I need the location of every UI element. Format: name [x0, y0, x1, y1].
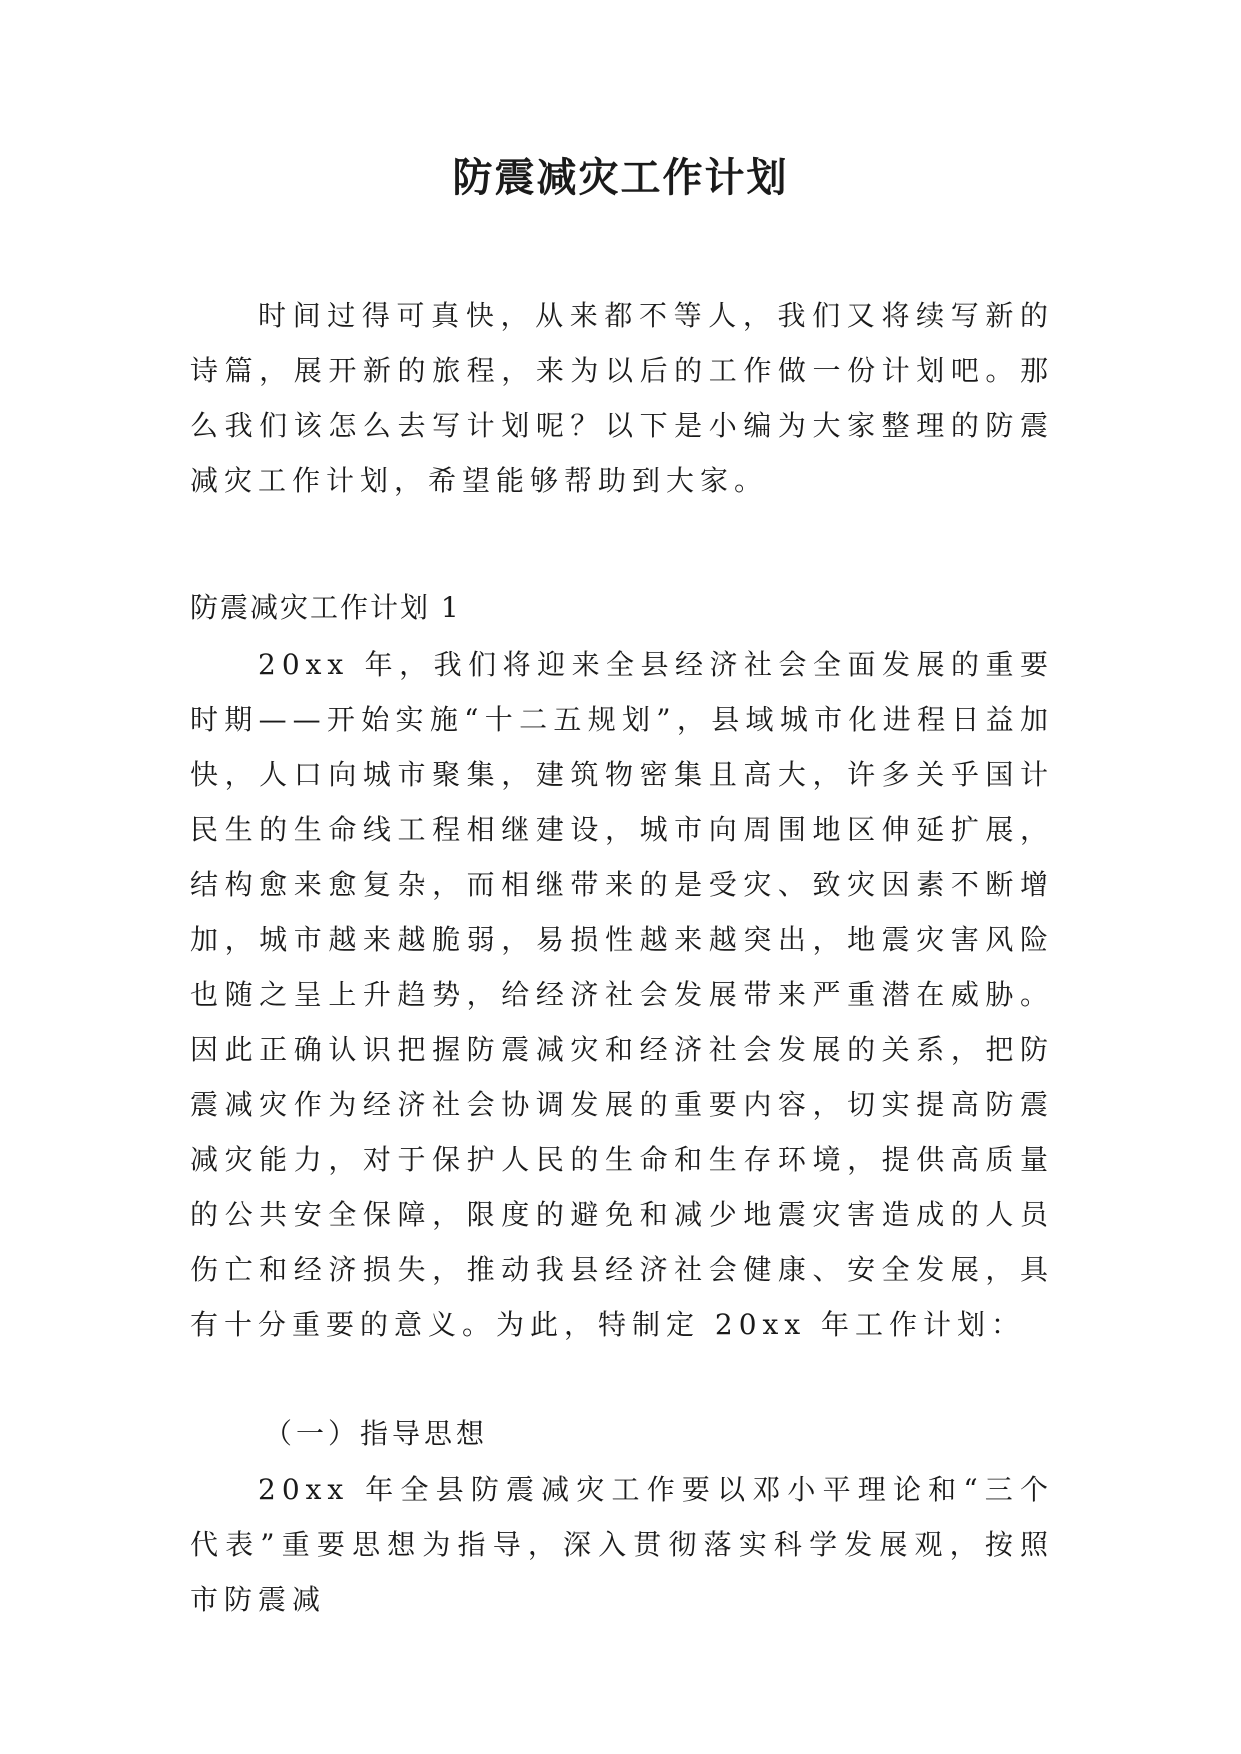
body-paragraph-2: 20xx 年全县防震减灾工作要以邓小平理论和“三个代表”重要思想为指导，深入贯彻落实科学发展观，按照市防震减 [190, 1473, 1054, 1616]
body-paragraph-1: 20xx 年，我们将迎来全县经济社会全面发展的重要时期——开始实施“十二五规划”，县域城市化进程日益加快，人口向城市聚集，建筑物密集且高大，许多关乎国计民生的生命线工程相继建设，城市向周围地区伸延扩展，结构愈来愈复杂，而相继带来的是受灾、致灾因素不断增加，城市越来越脆弱，易损性越来越突出，地震灾害风险也随之呈上升趋势，给经济社会发展带来严重潜在威胁。因此正确认识把握防震减灾和经济社会发展的关系，把防震减灾作为经济社会协调发展的重要内容，切实提高防震减灾能力，对于保护人民的生命和生存环境，提供高质量的公共安全保障，限度的避免和减少地震灾害造成的人员伤亡和经济损失，推动我县经济社会健康、安全发展，具有十分重要的意义。为此，特制定 20xx 年工作计划： [190, 648, 1054, 1341]
subsection-heading: （一）指导思想 [264, 1417, 489, 1450]
intro-paragraph: 时间过得可真快，从来都不等人，我们又将续写新的诗篇，展开新的旅程，来为以后的工作做一份计划吧。那么我们该怎么去写计划呢？以下是小编为大家整理的防震减灾工作计划，希望能够帮助到大家。 [190, 299, 1054, 497]
document-title: 防震减灾工作计划 [452, 154, 789, 201]
section-heading: 防震减灾工作计划 1 [190, 591, 461, 624]
